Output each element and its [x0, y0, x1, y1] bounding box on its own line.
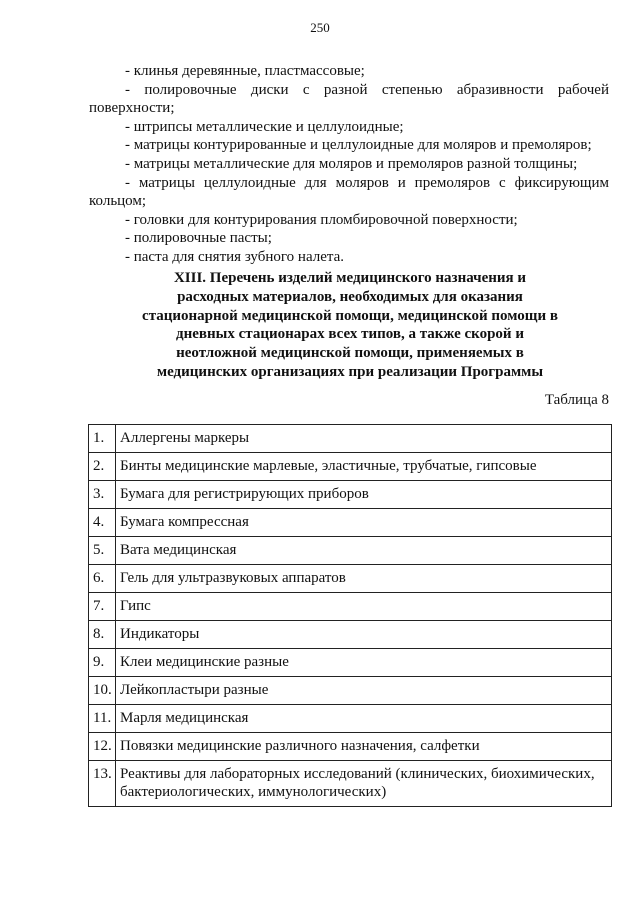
table-row — [89, 649, 612, 677]
row-item-name: Бинты медицинские марлевые, эластичные, трубчатые, гипсовые — [116, 453, 612, 481]
list-item: - полировочные пасты; — [125, 230, 272, 247]
list-item: - головки для контурирования пломбировочной поверхности; — [125, 211, 518, 228]
table-row — [89, 677, 612, 705]
row-item-name: Лейкопластыри разные — [116, 677, 612, 705]
row-number: 4. — [89, 509, 116, 537]
list-item: - матрицы целлулоидные для моляров и премоляров с фиксирующим кольцом; — [89, 174, 609, 210]
row-number: 12. — [89, 733, 116, 761]
row-item-name: Марля медицинская — [116, 705, 612, 733]
items-table — [88, 424, 612, 807]
table-row — [89, 509, 612, 537]
section-heading-line: медицинских организациях при реализации Программы — [156, 363, 544, 380]
table-row — [89, 733, 612, 761]
row-item-name: Клеи медицинские разные — [116, 649, 612, 677]
table-row — [89, 481, 612, 509]
row-item-name: Вата медицинская — [116, 537, 612, 565]
table-row — [89, 705, 612, 733]
list-item: - матрицы контурированные и целлулоидные для моляров и премоляров; — [125, 137, 592, 154]
section-heading-line: XIII. Перечень изделий медицинского назначения и — [173, 270, 527, 286]
table-row — [89, 565, 612, 593]
row-number: 10. — [89, 677, 116, 705]
table-row — [89, 761, 612, 807]
section-heading-line: дневных стационарах всех типов, а также скорой и — [176, 326, 524, 343]
row-number: 1. — [89, 425, 116, 453]
section-heading-line: расходных материалов, необходимых для оказания — [177, 288, 523, 305]
list-item: - матрицы металлические для моляров и премоляров разной толщины; — [125, 155, 578, 172]
section-heading-line: неотложной медицинской помощи, применяемых в — [176, 345, 524, 362]
row-item-name: Бумага для регистрирующих приборов — [116, 481, 612, 509]
items-table-body — [89, 425, 612, 807]
row-number: 9. — [89, 649, 116, 677]
list-item: - полировочные диски с разной степенью абразивности рабочей поверхности; — [89, 81, 609, 117]
row-item-name: Аллергены маркеры — [116, 425, 612, 453]
row-item-name: Повязки медицинские различного назначения, салфетки — [116, 733, 612, 761]
list-item: - штрипсы металлические и целлулоидные; — [125, 118, 404, 135]
table-row — [89, 425, 612, 453]
section-heading — [110, 269, 590, 382]
table-row — [89, 621, 612, 649]
table-label: Таблица 8 — [544, 392, 609, 408]
row-item-name: Реактивы для лабораторных исследований (клинических, биохимических, бактериологических, иммунологических) — [116, 761, 612, 807]
supply-list — [89, 62, 609, 267]
row-number: 6. — [89, 565, 116, 593]
table-row — [89, 537, 612, 565]
list-item: - паста для снятия зубного налета. — [125, 248, 345, 265]
row-item-name: Бумага компрессная — [116, 509, 612, 537]
row-number: 11. — [89, 705, 116, 733]
row-number: 8. — [89, 621, 116, 649]
list-item: - клинья деревянные, пластмассовые; — [125, 63, 365, 79]
table-row — [89, 453, 612, 481]
row-item-name: Индикаторы — [116, 621, 612, 649]
table-row — [89, 593, 612, 621]
row-number: 7. — [89, 593, 116, 621]
row-number: 3. — [89, 481, 116, 509]
row-number: 2. — [89, 453, 116, 481]
row-item-name: Гипс — [116, 593, 612, 621]
section-heading-line: стационарной медицинской помощи, медицинской помощи в — [142, 307, 558, 324]
row-item-name: Гель для ультразвуковых аппаратов — [116, 565, 612, 593]
row-number: 13. — [89, 761, 116, 807]
page-number: 250 — [310, 20, 330, 35]
row-number: 5. — [89, 537, 116, 565]
